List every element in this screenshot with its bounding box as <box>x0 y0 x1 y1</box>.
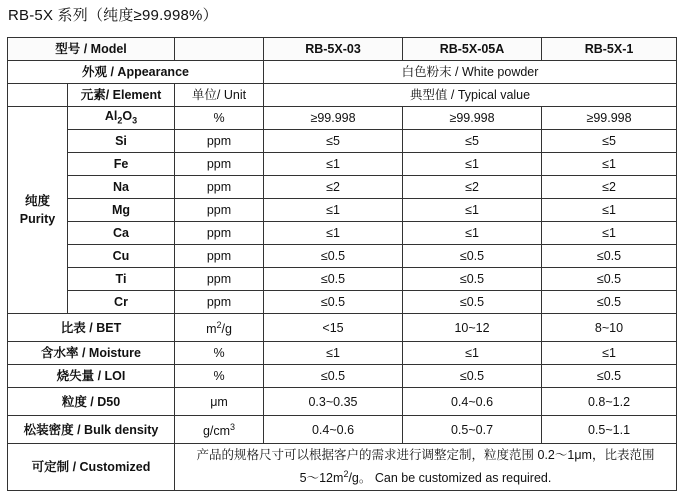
customized-line-2: $5\sim 12m^2/g$。 Can be customized as required. <box>299 468 552 486</box>
model-name: RB-5X-03 <box>264 38 403 61</box>
d50-label: 粒度 / D50 <box>8 388 175 416</box>
value-cell: ≤1 <box>264 342 403 365</box>
table-row <box>8 153 677 176</box>
value-cell: 0.3~0.35 <box>264 388 403 416</box>
value-cell: ≤1 <box>264 199 403 222</box>
value-cell: ≤0.5 <box>403 291 542 314</box>
customized-row <box>8 444 677 491</box>
element-cell: Fe <box>68 153 175 176</box>
purity-label-cn: 纯度 <box>24 194 50 208</box>
value-cell: ≤1 <box>542 342 677 365</box>
value-cell: ≤2 <box>264 176 403 199</box>
appearance-label: 外观 / Appearance <box>8 61 264 84</box>
customized-text <box>175 444 677 491</box>
table-row <box>8 222 677 245</box>
value-cell: ≤2 <box>403 176 542 199</box>
value-cell: ≤0.5 <box>264 245 403 268</box>
value-cell: ≤0.5 <box>264 291 403 314</box>
model-label: 型号 / Model <box>8 38 175 61</box>
value-cell: ≤0.5 <box>403 365 542 388</box>
element-cell: Ca <box>68 222 175 245</box>
subheader-row <box>8 84 677 107</box>
value-cell: ≤0.5 <box>542 291 677 314</box>
value-cell: 10~12 <box>403 314 542 342</box>
element-cell: Mg <box>68 199 175 222</box>
value-cell: ≤0.5 <box>264 268 403 291</box>
element-cell: Cr <box>68 291 175 314</box>
purity-label <box>8 107 68 314</box>
unit-header: 单位/ Unit <box>175 84 264 107</box>
purity-label-en: Purity <box>19 212 56 226</box>
value-cell: ≤0.5 <box>264 365 403 388</box>
value-cell: ≥99.998 <box>542 107 677 130</box>
unit-cell: % <box>175 342 264 365</box>
customized-label: 可定制 / Customized <box>8 444 175 491</box>
value-cell: ≥99.998 <box>403 107 542 130</box>
value-cell: ≤5 <box>264 130 403 153</box>
typical-value-header: 典型值 / Typical value <box>264 84 677 107</box>
bet-row <box>8 314 677 342</box>
element-cell: Ti <box>68 268 175 291</box>
value-cell: ≤0.5 <box>542 365 677 388</box>
loi-label: 烧失量 / LOI <box>8 365 175 388</box>
element-cell: Si <box>68 130 175 153</box>
value-cell: ≤1 <box>264 153 403 176</box>
table-row <box>8 176 677 199</box>
value-cell: <15 <box>264 314 403 342</box>
value-cell: 0.4~0.6 <box>264 416 403 444</box>
value-cell: 0.8~1.2 <box>542 388 677 416</box>
value-cell: 0.5~1.1 <box>542 416 677 444</box>
value-cell: ≤5 <box>542 130 677 153</box>
value-cell: ≤1 <box>403 153 542 176</box>
bet-unit: $m^2/g$ <box>175 314 264 342</box>
value-cell: 8~10 <box>542 314 677 342</box>
moisture-label: 含水率 / Moisture <box>8 342 175 365</box>
value-cell: ≤5 <box>403 130 542 153</box>
customized-line-1: 产品的规格尺寸可以根据客户的需求进行调整定制，粒度范围 0.2～1μm，比表范围 <box>196 447 655 462</box>
value-cell: ≥99.998 <box>264 107 403 130</box>
bulk-density-label: 松装密度 / Bulk density <box>8 416 175 444</box>
unit-cell: % <box>175 365 264 388</box>
unit-cell: % <box>175 107 264 130</box>
element-cell: Cu <box>68 245 175 268</box>
unit-cell: ppm <box>175 268 264 291</box>
element-cell: $Al_2O_3$ <box>68 107 175 130</box>
value-cell: 0.4~0.6 <box>403 388 542 416</box>
value-cell: ≤1 <box>403 222 542 245</box>
unit-cell: ppm <box>175 245 264 268</box>
unit-cell: ppm <box>175 222 264 245</box>
unit-cell: ppm <box>175 176 264 199</box>
unit-cell: μm <box>175 388 264 416</box>
value-cell: ≤0.5 <box>403 245 542 268</box>
page-title: RB-5X 系列（纯度≥99.998%） <box>8 7 218 24</box>
d50-row <box>8 388 677 416</box>
table-row <box>8 107 677 130</box>
table-row <box>8 130 677 153</box>
value-cell: ≤0.5 <box>542 268 677 291</box>
bulk-density-unit: $g/cm^3$ <box>175 416 264 444</box>
spec-table <box>7 37 677 491</box>
bet-label: 比表 / BET <box>8 314 175 342</box>
appearance-value: 白色粉末 / White powder <box>264 61 677 84</box>
value-cell: ≤2 <box>542 176 677 199</box>
value-cell: ≤0.5 <box>542 245 677 268</box>
appearance-row <box>8 61 677 84</box>
value-cell: ≤0.5 <box>403 268 542 291</box>
unit-cell: ppm <box>175 291 264 314</box>
value-cell: ≤1 <box>403 342 542 365</box>
moisture-row <box>8 342 677 365</box>
unit-cell: ppm <box>175 130 264 153</box>
loi-row <box>8 365 677 388</box>
value-cell: ≤1 <box>542 199 677 222</box>
value-cell: 0.5~0.7 <box>403 416 542 444</box>
value-cell: ≤1 <box>264 222 403 245</box>
unit-cell: ppm <box>175 153 264 176</box>
unit-cell: ppm <box>175 199 264 222</box>
table-row <box>8 291 677 314</box>
model-name: RB-5X-1 <box>542 38 677 61</box>
bulk-density-row <box>8 416 677 444</box>
value-cell: ≤1 <box>542 222 677 245</box>
element-cell: Na <box>68 176 175 199</box>
table-row <box>8 268 677 291</box>
value-cell: ≤1 <box>542 153 677 176</box>
table-row <box>8 199 677 222</box>
model-name: RB-5X-05A <box>403 38 542 61</box>
value-cell: ≤1 <box>403 199 542 222</box>
element-header: 元素/ Element <box>68 84 175 107</box>
table-header-row <box>8 38 677 61</box>
table-row <box>8 245 677 268</box>
